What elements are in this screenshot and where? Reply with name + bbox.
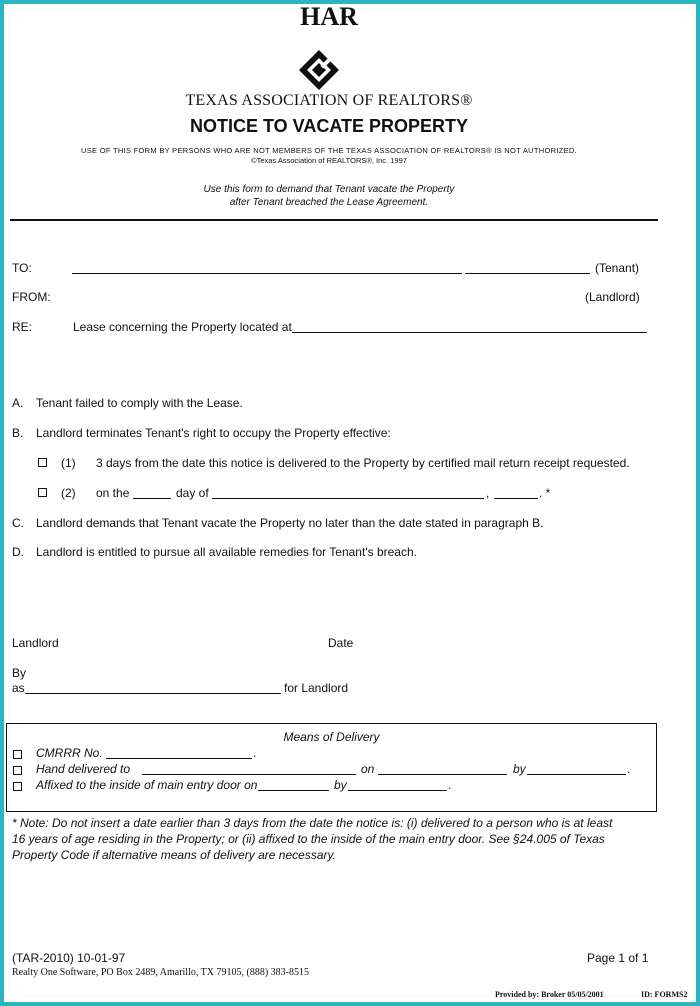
disclaimer: USE OF THIS FORM BY PERSONS WHO ARE NOT MEMBERS OF THE TEXAS ASSOCIATION OF REALTORS® IS NOT AUTHORIZED. [81,146,577,155]
note-line-2: 16 years of age residing in the Property; or (ii) affixed to the inside of the main entry door. See §24.005 of Texas [12,832,605,846]
signature-date-label: Date [328,636,354,650]
affixed-checkbox[interactable] [13,782,22,791]
to-field[interactable] [72,273,462,274]
option-2-day-of: day of [176,486,209,500]
affixed-label: Affixed to the inside of main entry door on [36,778,258,792]
property-address-field[interactable] [292,332,647,333]
clause-d-letter: D. [12,545,24,559]
option-2-checkbox[interactable] [38,488,47,497]
tenant-label: (Tenant) [595,261,640,275]
hand-on-label: on [361,762,375,776]
option-2-end: . * [539,486,551,500]
signature-as-field[interactable] [25,693,281,694]
hand-delivered-to-field[interactable] [142,774,356,775]
provided-by: Provided by: Broker 05/05/2001 [495,990,604,999]
option-1-number: (1) [61,456,76,470]
re-text: Lease concerning the Property located at [73,320,292,334]
header-divider [10,219,658,221]
cmrrr-label: CMRRR No. [36,746,103,760]
form-id: (TAR-2010) 10-01-97 [12,951,126,965]
realtors-logo-icon [297,48,341,92]
option-2-on-the: on the [96,486,130,500]
clause-c-letter: C. [12,516,24,530]
software-credit: Realty One Software, PO Box 2489, Amarillo, TX 79105, (888) 383-8515 [12,967,310,978]
cmrrr-end: . [253,746,257,760]
har-heading: HAR [300,2,358,31]
hand-delivered-label: Hand delivered to [36,762,131,776]
option-2-day-field[interactable] [133,498,171,499]
hand-delivered-checkbox[interactable] [13,766,22,775]
signature-by-label: By [12,666,27,680]
instruction-line-2: after Tenant breached the Lease Agreement. [229,197,429,208]
association-name: TEXAS ASSOCIATION OF REALTORS® [185,92,473,109]
option-2-month-field[interactable] [212,498,484,499]
affixed-by-field[interactable] [348,790,447,791]
affixed-end: . [448,778,452,792]
to-label: TO: [12,261,32,275]
affixed-by-label: by [334,778,347,792]
clause-b-text: Landlord terminates Tenant's right to occupy the Property effective: [36,426,391,440]
hand-on-field[interactable] [378,774,507,775]
clause-d-text: Landlord is entitled to pursue all available remedies for Tenant's breach. [36,545,417,559]
form-title: NOTICE TO VACATE PROPERTY [189,116,469,136]
from-label: FROM: [12,290,51,304]
hand-end: . [627,762,631,776]
form-code: ID: FORMS2 [641,990,688,999]
clause-c-text: Landlord demands that Tenant vacate the Property no later than the date stated in paragraph B. [36,516,544,530]
copyright: ©Texas Association of REALTORS®, Inc. 1997 [251,156,407,165]
signature-landlord-label: Landlord [12,636,59,650]
instruction-line-1: Use this form to demand that Tenant vacate the Property [203,184,455,195]
note-line-1: * Note: Do not insert a date earlier than 3 days from the date the notice is: (i) delivered to a person who is at least [12,816,613,830]
option-2-year-field[interactable] [494,498,538,499]
landlord-label: (Landlord) [585,290,640,304]
to-field-2[interactable] [465,273,590,274]
hand-by-label: by [513,762,526,776]
option-1-text: 3 days from the date this notice is delivered to the Property by certified mail return receipt requested. [96,456,630,470]
option-2-number: (2) [61,486,76,500]
note-line-3: Property Code if alternative means of delivery are necessary. [12,848,336,862]
cmrrr-field[interactable] [106,758,252,759]
hand-by-field[interactable] [527,774,626,775]
clause-b-letter: B. [12,426,24,440]
clause-a-letter: A. [12,396,24,410]
for-landlord-label: for Landlord [284,681,349,695]
delivery-title: Means of Delivery [283,730,380,744]
option-2-comma: , [486,486,490,500]
re-label: RE: [12,320,33,334]
cmrrr-checkbox[interactable] [13,750,22,759]
form-page [4,4,696,1002]
page-number: Page 1 of 1 [587,951,649,965]
option-1-checkbox[interactable] [38,458,47,467]
clause-a-text: Tenant failed to comply with the Lease. [36,396,243,410]
affixed-on-field[interactable] [258,790,329,791]
signature-as-label: as [12,681,25,695]
